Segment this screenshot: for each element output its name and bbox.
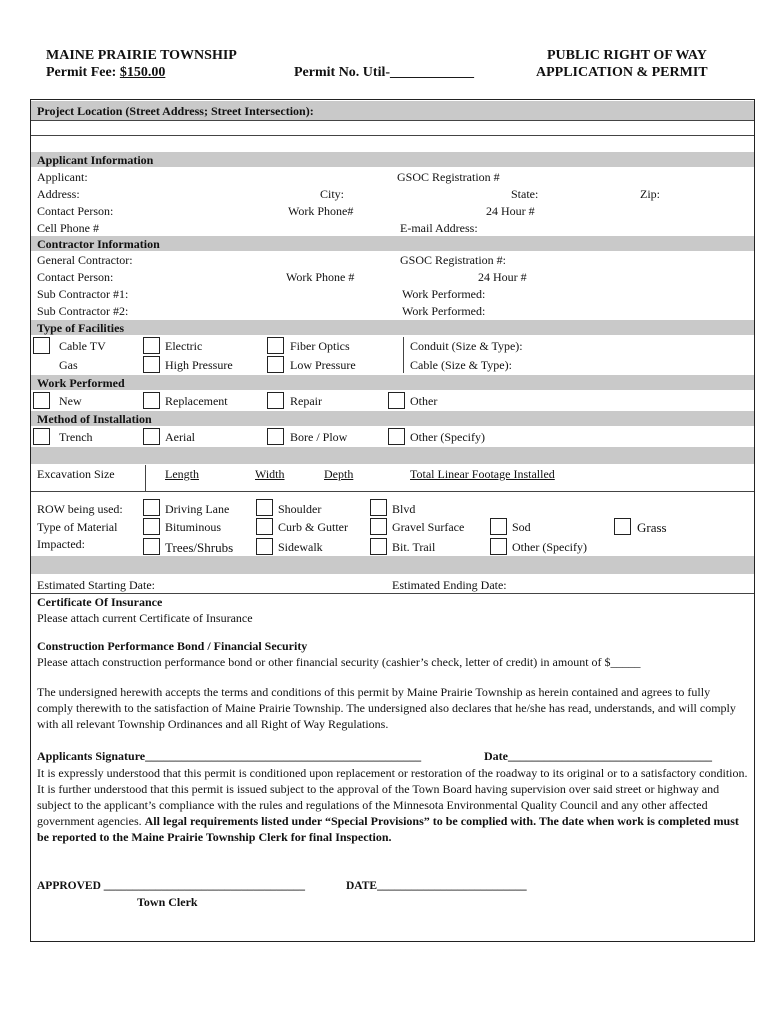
replacement-label: Replacement [165,394,228,408]
other-work-label: Other [410,394,438,408]
replacement-checkbox[interactable] [143,392,160,409]
insurance-text: Please attach current Certificate of Insurance [37,611,253,625]
method-heading: Method of Installation [37,412,152,426]
gravel-surface-checkbox[interactable] [370,518,387,535]
grass-label: Grass [637,520,667,535]
other-work-checkbox[interactable] [388,392,405,409]
sub-contractor-1-label: Sub Contractor #1: [37,287,129,301]
sod-label: Sod [512,520,531,534]
other-method-checkbox[interactable] [388,428,405,445]
fiber-optics-checkbox[interactable] [267,337,284,354]
conditions-period: . [138,814,145,828]
material-label-1: Type of Material [37,520,118,534]
sidewalk-label: Sidewalk [278,540,323,554]
blvd-checkbox[interactable] [370,499,387,516]
total-footage-label: Total Linear Footage Installed [410,467,555,481]
gas-label: Gas [59,358,78,372]
rule [31,593,754,594]
cable-tv-checkbox[interactable] [33,337,50,354]
fiber-optics-label: Fiber Optics [290,339,350,353]
divider [145,465,146,491]
high-pressure-label: High Pressure [165,358,233,372]
facilities-heading: Type of Facilities [37,321,125,335]
divider [403,337,404,373]
applicant-label: Applicant: [37,170,88,184]
applicant-24hour-label: 24 Hour # [486,204,535,218]
conditions-text: It is expressly understood that this permit is conditioned upon replacement or restoration of the roadway to its original or to a satisfactory condition. It is further understood that this permit is issued subject to the approval of the Town Board having supervision over said street or highway and subject to the applicant’s compliance with the rules and regulations of the Minnesota Environmental Quality Council and any other affected government agencies [37,766,748,828]
trench-label: Trench [59,430,93,444]
bore-plow-checkbox[interactable] [267,428,284,445]
cable-tv-label: Cable TV [59,339,106,353]
bond-text: Please attach construction performance bond or other financial security (cashier’s check, letter of credit) in amount of $_____ [37,655,641,669]
shoulder-label: Shoulder [278,502,322,516]
other-material-checkbox[interactable] [490,538,507,555]
applicant-zip-label: Zip: [640,187,660,201]
new-checkbox[interactable] [33,392,50,409]
trees-shrubs-checkbox[interactable] [143,538,160,555]
length-label: Length [165,467,199,481]
low-pressure-label: Low Pressure [290,358,356,372]
permit-fee-value: $150.00 [119,65,166,80]
band-dates [31,556,754,574]
signature-date-line: Date__________________________________ [484,749,712,763]
electric-checkbox[interactable] [143,337,160,354]
applicant-signature-line: Applicants Signature______________________________________________ [37,749,422,763]
sub-contractor-1-work-label: Work Performed: [402,287,486,301]
high-pressure-checkbox[interactable] [143,356,160,373]
grass-checkbox[interactable] [614,518,631,535]
cable-size-label: Cable (Size & Type): [410,358,512,372]
new-label: New [59,394,82,408]
permit-fee [46,65,165,81]
general-contractor-label: General Contractor: [37,253,133,267]
curb-gutter-label: Curb & Gutter [278,520,348,534]
bore-plow-label: Bore / Plow [290,430,348,444]
rule [31,491,754,492]
other-method-label: Other (Specify) [410,430,485,444]
material-label-2: Impacted: [37,537,85,551]
sub-contractor-2-label: Sub Contractor #2: [37,304,129,318]
bit-trail-label: Bit. Trail [392,540,436,554]
aerial-label: Aerial [165,430,195,444]
conduit-label: Conduit (Size & Type): [410,339,523,353]
low-pressure-checkbox[interactable] [267,356,284,373]
depth-label: Depth [324,467,354,481]
start-date-label: Estimated Starting Date: [37,578,155,592]
approved-line: APPROVED ___________________________________ [37,880,306,892]
sod-checkbox[interactable] [490,518,507,535]
township-name: MAINE PRAIRIE TOWNSHIP [46,48,237,63]
band-facilities [31,320,754,335]
applicant-state-label: State: [511,187,539,201]
applicant-contact-label: Contact Person: [37,204,114,218]
band-work [31,375,754,390]
applicant-cell-label: Cell Phone # [37,221,99,235]
applicant-address-label: Address: [37,187,80,201]
electric-label: Electric [165,339,203,353]
bituminous-checkbox[interactable] [143,518,160,535]
town-clerk-label: Town Clerk [137,895,198,909]
contractor-heading: Contractor Information [37,237,160,251]
bituminous-label: Bituminous [165,520,222,534]
row-used-label: ROW being used: [37,502,123,516]
project-location-label: Project Location (Street Address; Street Intersection): [37,104,314,118]
aerial-checkbox[interactable] [143,428,160,445]
permit-number: Permit No. Util-____________ [294,65,475,80]
bond-heading: Construction Performance Bond / Financial Security [37,639,308,653]
rule [31,120,754,121]
driving-lane-label: Driving Lane [165,502,230,516]
applicant-work-phone-label: Work Phone# [288,204,354,218]
trees-shrubs-label: Trees/Shrubs [165,540,234,555]
excavation-size-label: Excavation Size [37,467,115,481]
repair-label: Repair [290,394,322,408]
sidewalk-checkbox[interactable] [256,538,273,555]
insurance-heading: Certificate Of Insurance [37,595,163,609]
form-title-line2: APPLICATION & PERMIT [536,65,708,80]
band-excavation [31,447,754,464]
repair-checkbox[interactable] [267,392,284,409]
form-title-line1: PUBLIC RIGHT OF WAY [547,48,707,63]
width-label: Width [255,467,285,481]
contractor-24hour-label: 24 Hour # [478,270,527,284]
applicant-heading: Applicant Information [37,153,154,167]
blvd-label: Blvd [392,502,416,516]
driving-lane-checkbox[interactable] [143,499,160,516]
contractor-gsoc-label: GSOC Registration #: [400,253,507,267]
conditions-paragraph [37,765,749,845]
curb-gutter-checkbox[interactable] [256,518,273,535]
rule [31,135,754,136]
end-date-label: Estimated Ending Date: [392,578,507,592]
bit-trail-checkbox[interactable] [370,538,387,555]
terms-paragraph: The undersigned herewith accepts the terms and conditions of this permit by Maine Prairie Township as herein contained and agrees to fully comply therewith to the satisfaction of Maine Prairie Township. The undersigned also declares that he/she has read, understands, and will comply with all relevant Township Ordinances and all Right of Way Regulations. [37,685,736,731]
conditions-bold-text: All legal requirements listed under “Special Provisions” to be complied with. The date when work is completed must be reported to the Maine Prairie Township Clerk for final Inspection. [37,814,739,844]
trench-checkbox[interactable] [33,428,50,445]
sub-contractor-2-work-label: Work Performed: [402,304,486,318]
gravel-surface-label: Gravel Surface [392,520,465,534]
permit-fee-label: Permit Fee: [46,65,120,80]
approval-date-line: DATE__________________________ [346,880,527,892]
applicant-city-label: City: [320,187,345,201]
applicant-gsoc-label: GSOC Registration # [397,170,500,184]
shoulder-checkbox[interactable] [256,499,273,516]
work-heading: Work Performed [37,376,125,390]
contractor-work-phone-label: Work Phone # [286,270,355,284]
contractor-contact-label: Contact Person: [37,270,114,284]
other-material-label: Other (Specify) [512,540,587,554]
applicant-email-label: E-mail Address: [400,221,478,235]
